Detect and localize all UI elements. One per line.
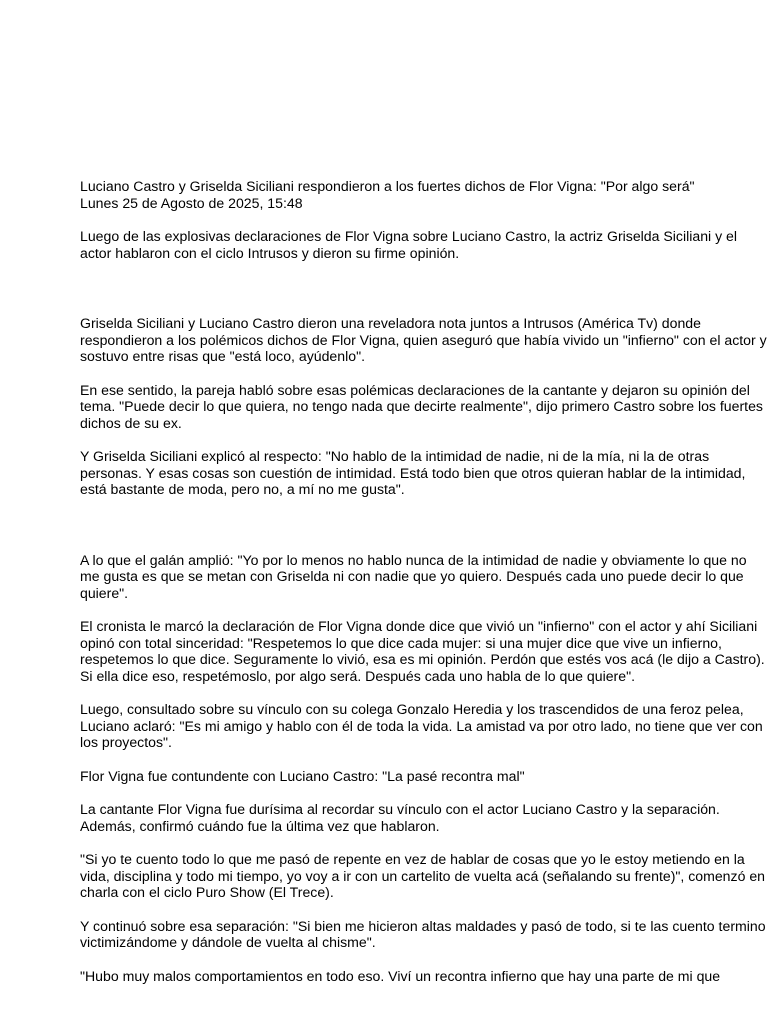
paragraph: Luego, consultado sobre su vínculo con su colega Gonzalo Heredia y los trascendidos de una feroz pelea, Luciano aclaró: "Es mi amigo y hablo con él de toda la vida. La amistad va por otro lado, no tiene que ver con los proyectos". bbox=[80, 701, 763, 750]
article-header bbox=[80, 178, 768, 211]
paragraph: Griselda Siciliani y Luciano Castro dieron una reveladora nota juntos a Intrusos (América Tv) donde respondieron a los polémicos dichos de Flor Vigna, quien aseguró que había vivido un "infierno" con el actor y sostuvo entre risas que "está loco, ayúdenlo". bbox=[80, 315, 767, 364]
paragraph: "Si yo te cuento todo lo que me pasó de repente en vez de hablar de cosas que yo le estoy metiendo en la vida, disciplina y todo mi tiempo, yo voy a ir con un cartelito de vuelta acá (señalando su frente)", comenzó en charla con el ciclo Puro Show (El Trece). bbox=[80, 851, 765, 900]
paragraph: A lo que el galán amplió: "Yo por lo menos no hablo nunca de la intimidad de nadie y obviamente lo que no me gusta es que se metan con Griselda ni con nadie que yo quiero. Después cada uno puede decir lo que quiere". bbox=[80, 551, 747, 601]
article-date: Lunes 25 de Agosto de 2025, 15:48 bbox=[80, 194, 303, 211]
spacer bbox=[80, 278, 768, 315]
paragraph: "Hubo muy malos comportamientos en todo eso. Viví un recontra infierno que hay una parte de mi que bbox=[80, 967, 721, 984]
paragraph: En ese sentido, la pareja habló sobre esas polémicas declaraciones de la cantante y dejaron su opinión del tema. "Puede decir lo que quiera, no tengo nada que decirte realmente", dijo primero Castro sobre los fuertes dichos de su ex. bbox=[80, 381, 763, 431]
article-body bbox=[80, 178, 768, 1001]
paragraph: Y Griselda Siciliani explicó al respecto: "No hablo de la intimidad de nadie, ni de la mía, ni la de otras personas. Y esas cosas son cuestión de intimidad. Está todo bien que otros quieran hablar de la intimidad, está bastante de moda, pero no, a mí no me gusta". bbox=[80, 448, 746, 497]
article-lead: Luego de las explosivas declaraciones de Flor Vigna sobre Luciano Castro, la actriz Griselda Siciliani y el actor hablaron con el ciclo Intrusos y dieron su firme opinión. bbox=[80, 228, 738, 261]
spacer bbox=[80, 515, 768, 552]
subheading: Flor Vigna fue contundente con Luciano Castro: "La pasé recontra mal" bbox=[80, 767, 525, 784]
paragraph: La cantante Flor Vigna fue durísima al recordar su vínculo con el actor Luciano Castro y la separación. Además, confirmó cuándo fue la última vez que hablaron. bbox=[80, 801, 720, 834]
article-title: Luciano Castro y Griselda Siciliani respondieron a los fuertes dichos de Flor Vigna: "Por algo será" bbox=[80, 178, 695, 194]
paragraph: Y continuó sobre esa separación: "Si bien me hicieron altas maldades y pasó de todo, si te las cuento termino victimizándome y dándole de vuelta al chisme". bbox=[80, 917, 766, 950]
paragraph: El cronista le marcó la declaración de Flor Vigna donde dice que vivió un "infierno" con el actor y ahí Siciliani opinó con total sinceridad: "Respetemos lo que dice cada mujer: si una mujer dice que vive un infierno, respetemos lo que dice. Seguramente lo vivió, esa es mi opinión. Perdón que estés vos acá (le dijo a Castro). Si ella dice eso, respetémoslo, por algo será. Después cada uno habla de lo que quiere". bbox=[80, 618, 765, 684]
